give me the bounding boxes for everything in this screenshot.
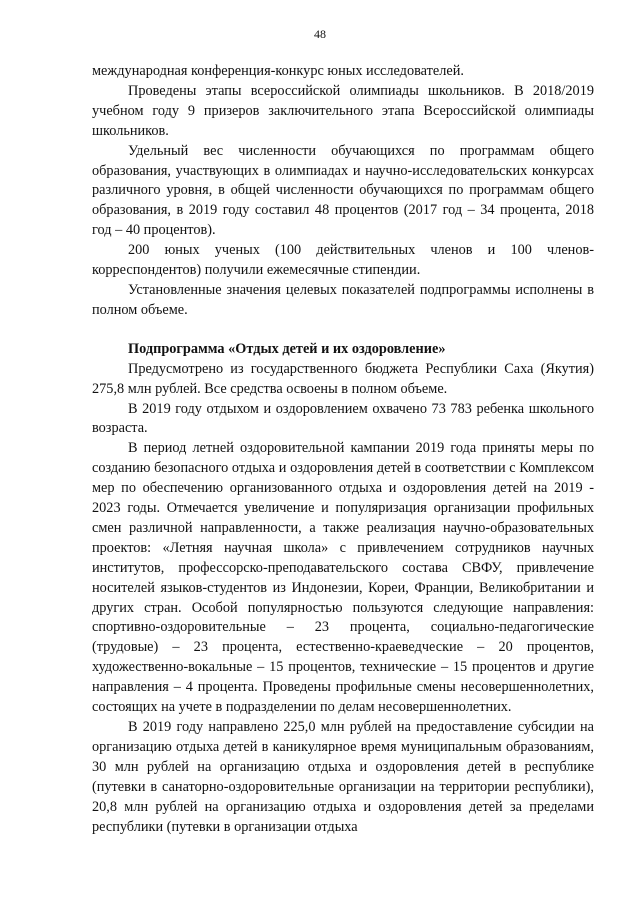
page-number: 48 [314,27,326,41]
paragraph-olympiad: Проведены этапы всероссийской олимпиады школьников. В 2018/2019 учебном году 9 призеров заключительного этапа Всероссийской олимпиады школьников. [92,82,594,139]
section-heading: Подпрограмма «Отдых детей и их оздоровление» [128,340,446,357]
paragraph-subsidies: В 2019 году направлено 225,0 млн рублей на предоставление субсидии на организацию отдыха детей в каникулярное время муниципальным образованиям, 30 млн рублей на организацию отдыха и оздоровления детей в республике (путевки в санаторно-оздоровительные организации на территории республики), 20,8 млн рублей на организацию отдыха и оздоровления детей за пределами республики (путевки в организации отдыха [92,719,594,835]
paragraph-coverage: В 2019 году отдыхом и оздоровлением охвачено 73 783 ребенка школьного возраста. [92,400,594,437]
paragraph-budget: Предусмотрено из государственного бюджета Республики Саха (Якутия) 275,8 млн рублей. Все средства освоены в полном объеме. [92,360,594,397]
document-body [92,62,594,837]
paragraph-targets-met: Установленные значения целевых показателей подпрограммы исполнены в полном объеме. [92,281,594,318]
paragraph-participation-share: Удельный вес численности обучающихся по программам общего образования, участвующих в олимпиадах и научно-исследовательских конкурсах различного уровня, в общей численности обучающихся по программам общего образования, в 2019 году составил 48 процентов (2017 год – 34 процента, 2018 год – 40 процентов). [92,142,594,239]
paragraph-summer-campaign: В период летней оздоровительной кампании 2019 года приняты меры по созданию безопасного отдыха и оздоровления детей в соответствии с Комплексом мер по обеспечению организованного отдыха и оздоровления детей на 2019 - 2023 годы. Отмечается увеличение и популяризация организации профильных смен различной направленности, а также реализация научно-образовательных проектов: «Летняя научная школа» с привлечением сотрудников научных институтов, профессорско-преподавательского состава СВФУ, привлечение носителей языков-студентов из Индонезии, Кореи, Франции, Великобритании и других стран. Особой популярностью пользуются следующие направления: спортивно-оздоровительные – 23 процента, социально-педагогические (трудовые) – 23 процента, естественно-краеведческие – 20 процентов, художественно-вокальные – 15 процентов, технические – 15 процентов и другие направления – 4 процента. Проведены профильные смены несовершеннолетних, состоящих на учете в подразделении по делам несовершеннолетних. [92,440,594,716]
paragraph-conference: международная конференция-конкурс юных исследователей. [92,63,464,79]
paragraph-stipends: 200 юных ученых (100 действительных членов и 100 членов-корреспондентов) получили ежемесячные стипендии. [92,242,594,279]
